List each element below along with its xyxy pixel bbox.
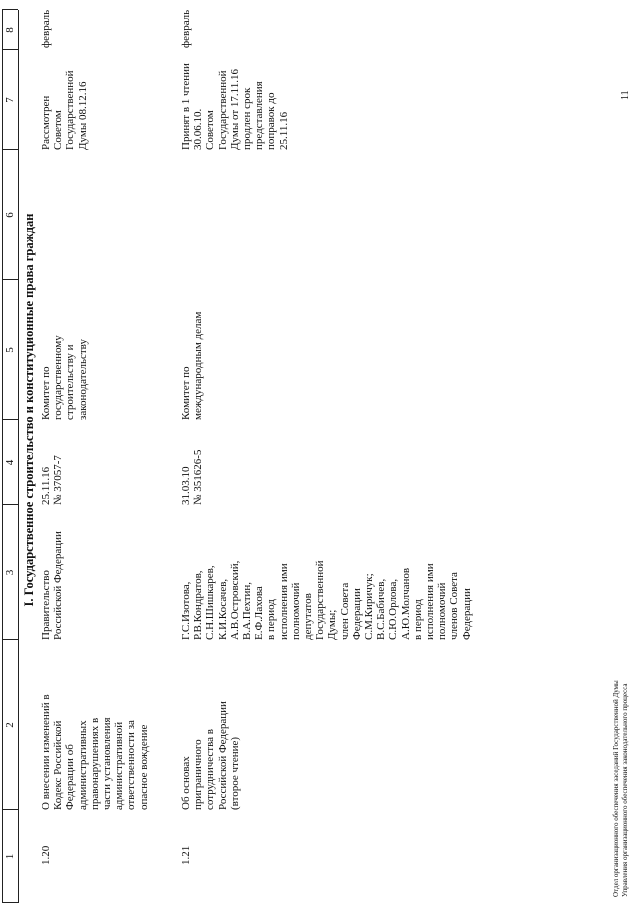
row-2-initiator: Г.С.Изотова, Р.В.Кондратов, С.Н.Шишкарев, К.И.Косачев, А.В.Островский, В.А.Пехтин, Е.Ф.Лахова в период исполнения ими полномочий депутатов Государственной Думы; член Совета Федерации С.М.Киричук; В.С.Бабичев, С.Ю.Орлова, А.Ю.Молчанов в период исполнения ими полномочий членов Совета Федерации — [180, 560, 473, 640]
section-heading: I. Государственное строительство и конституционные права граждан — [22, 213, 36, 607]
row-1-initiator: Правительство Российской Федерации — [40, 531, 65, 640]
row-2-status: Принят в 1 чтении 30.06.10. Советом Государственной Думы от 17.11.16 продлен срок представления поправок до 25.11.16 — [180, 63, 290, 150]
row-1-committee: Комитет по государственному строительству и законодательству — [40, 335, 89, 420]
column-number: 4 — [4, 459, 16, 466]
row-2-number: 1.21 — [180, 845, 192, 865]
column-number: 7 — [4, 97, 16, 103]
row-2-registration: 31.03.10 № 351626-5 — [180, 449, 205, 505]
row-2-committee: Комитет по международным делам — [180, 311, 205, 420]
row-1-month: февраль — [40, 9, 52, 48]
row-1-title: О внесении изменений в Кодекс Российской Федерации об административных правонарушениях в части установления административной ответственности за опасное вождение — [40, 694, 150, 810]
footer-department-line: Отдел организационного обеспечения заседаний Государственной Думы — [612, 680, 620, 897]
header-bottom-rule — [18, 10, 19, 903]
page-number: 11 — [620, 90, 631, 100]
row-1-number: 1.20 — [40, 845, 52, 865]
column-number: 8 — [4, 27, 16, 33]
column-number: 6 — [4, 212, 16, 218]
table-top-rule — [2, 10, 3, 903]
footer-directorate-line: Управления организационного обеспечения законодательного процесса — [621, 683, 629, 897]
column-number: 1 — [4, 853, 16, 860]
row-2-month: февраль — [180, 9, 192, 48]
column-number: 5 — [4, 347, 16, 353]
row-2-title: Об основах приграничного сотрудничества в Российской Федерации (второе чтение) — [180, 701, 241, 810]
row-1-status: Рассмотрен Советом Государственной Думы 08.12.16 — [40, 70, 89, 150]
row-1-registration: 25.11.16 № 37057-7 — [40, 455, 65, 505]
column-number: 2 — [4, 722, 16, 728]
column-number: 3 — [4, 569, 16, 576]
